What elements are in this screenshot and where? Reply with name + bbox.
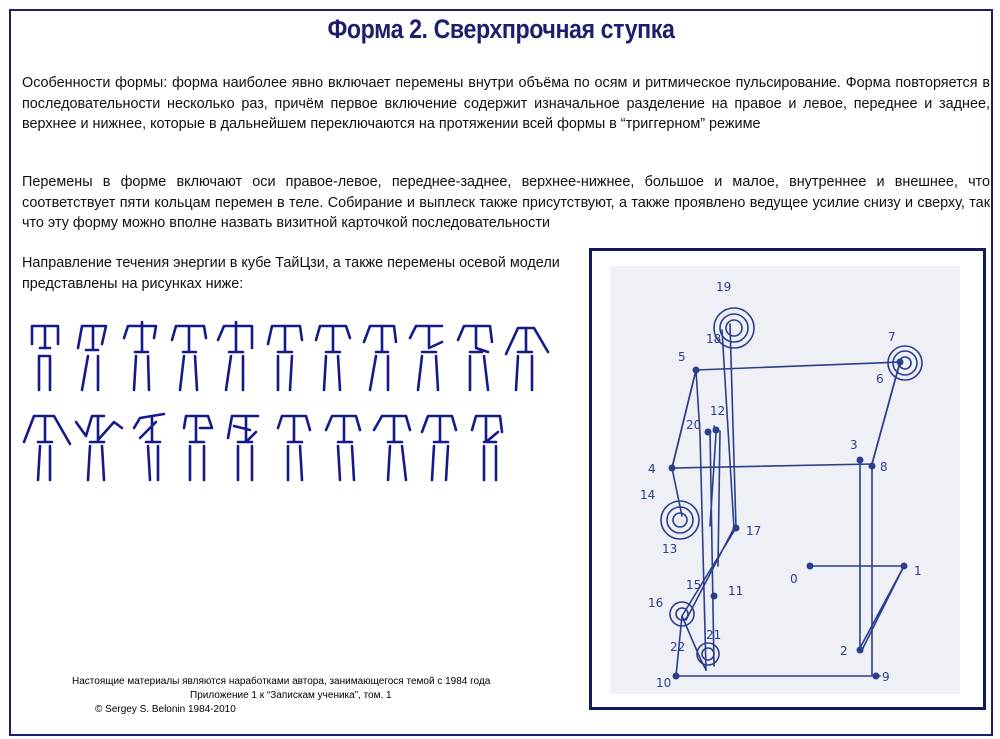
stick-figure <box>124 322 156 390</box>
stick-figure <box>374 416 410 480</box>
stick-figure <box>24 416 70 480</box>
features-paragraph: Особенности формы: форма наиболее явно включает перемены внутри объёма по осям и ритмическое пульсирование. Форма повторяется в последовательности несколько раз, причём первое включение содержит изначальное разделение на правое и левое, переднее и заднее, верхнее и нижнее, которые в дальнейшем переключаются на протяжении всей формы в “триггерном” режиме <box>22 75 990 132</box>
sketch-label: 16 <box>648 596 664 610</box>
stick-figure <box>218 322 252 390</box>
stick-figure <box>458 326 492 390</box>
stick-figure <box>76 416 122 480</box>
sketch-label: 14 <box>640 488 656 502</box>
sketch-label: 19 <box>716 280 732 294</box>
sketch-label: 13 <box>662 542 678 556</box>
sketch-label: 2 <box>840 644 848 658</box>
footer-authorship: Настоящие материалы являются наработками автора, занимающегося темой с 1984 года <box>72 676 491 687</box>
sketch-label: 11 <box>728 584 744 598</box>
stick-figure <box>506 328 548 390</box>
sketch-label: 1 <box>914 564 922 578</box>
sketch-labels <box>610 266 960 694</box>
sketch-label: 18 <box>706 332 722 346</box>
stick-figures-diagram <box>20 318 580 488</box>
sketch-label: 7 <box>888 330 896 344</box>
stick-figure <box>78 326 106 390</box>
sketch-label: 21 <box>706 628 722 642</box>
sketch-label: 17 <box>746 524 762 538</box>
changes-paragraph: Перемены в форме включают оси правое-левое, переднее-заднее, верхнее-нижнее, большое и малое, внутреннее и внешнее, что соответствует пяти кольцам перемен в теле. Собирание и выплеск также присутствуют, а также проявлено ведущее усилие снизу и сверху, так что эту форму можно вполне назвать визитной карточкой последовательности <box>22 174 990 231</box>
stick-figure <box>184 416 212 480</box>
stick-figure <box>410 326 442 390</box>
footer-copyright: © Sergey S. Belonin 1984-2010 <box>95 704 236 715</box>
stick-figure <box>316 326 350 390</box>
direction-paragraph: Направление течения энергии в кубе ТайЦзи, а также перемены осевой модели представлены на рисунках ниже: <box>22 255 560 292</box>
sketch-label: 0 <box>790 572 798 586</box>
sketch-label: 6 <box>876 372 884 386</box>
stick-figure <box>278 416 310 480</box>
stick-figure <box>422 416 456 480</box>
stick-figure <box>172 326 206 390</box>
sketch-label: 12 <box>710 404 726 418</box>
stick-figure <box>32 326 58 390</box>
sketch-label: 22 <box>670 640 686 654</box>
stick-figure <box>134 414 164 480</box>
sketch-label: 15 <box>686 578 702 592</box>
sketch-label: 10 <box>656 676 672 690</box>
stick-figure <box>268 326 302 390</box>
sketch-label: 5 <box>678 350 686 364</box>
sketch-label: 20 <box>686 418 702 432</box>
stick-figure <box>364 326 396 390</box>
sketch-label: 3 <box>850 438 858 452</box>
footer-appendix: Приложение 1 к “Запискам ученика”, том. 1 <box>190 690 392 701</box>
sketch-label: 4 <box>648 462 656 476</box>
stick-figure <box>228 416 258 480</box>
page-title: Форма 2. Сверхпрочная ступка <box>327 14 675 44</box>
stick-figure <box>472 416 502 480</box>
sketch-label: 8 <box>880 460 888 474</box>
sketch-label: 9 <box>882 670 890 684</box>
stick-figure <box>326 416 360 480</box>
